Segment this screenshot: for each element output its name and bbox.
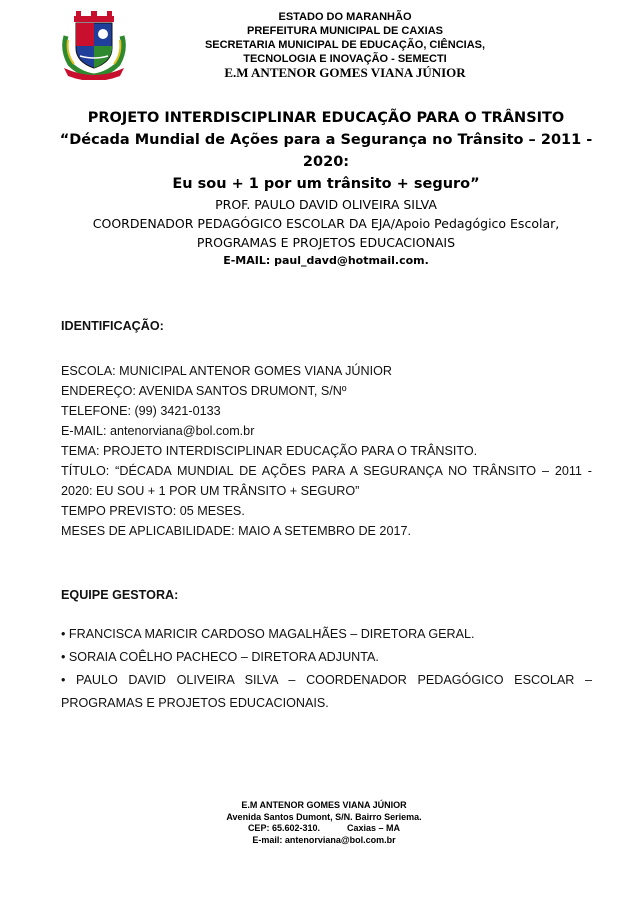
identification-line: TELEFONE: (99) 3421-0133: [61, 404, 221, 418]
team-member: • PAULO DAVID OLIVEIRA SILVA – COORDENADOR PEDAGÓGICO ESCOLAR –: [61, 673, 592, 687]
project-title-block: [40, 107, 612, 270]
footer-email: E-mail: antenorviana@bol.com.br: [252, 834, 396, 845]
team-member: • SORAIA COÊLHO PACHECO – DIRETORA ADJUNTA.: [61, 650, 379, 664]
team-member: • FRANCISCA MARICIR CARDOSO MAGALHÃES – DIRETORA GERAL.: [61, 627, 475, 641]
identification-line: 2020: EU SOU + 1 POR UM TRÂNSITO + SEGURO”: [61, 484, 360, 498]
identification-line: ENDEREÇO: AVENIDA SANTOS DRUMONT, S/Nº: [61, 384, 347, 398]
professor-role-line-2: PROGRAMAS E PROJETOS EDUCACIONAIS: [196, 235, 456, 250]
project-subtitle-line-2: Eu sou + 1 por um trânsito + seguro”: [172, 176, 480, 192]
footer-city: Caxias – MA: [347, 823, 401, 833]
school-name: E.M ANTENOR GOMES VIANA JÚNIOR: [224, 65, 466, 80]
secretariat-line-1: SECRETARIA MUNICIPAL DE EDUCAÇÃO, CIÊNCIAS,: [204, 39, 486, 51]
identification-heading: IDENTIFICAÇÃO:: [61, 319, 164, 333]
footer-street: Avenida Santos Dumont, S/N. Bairro Seriema.: [226, 811, 422, 822]
identification-line: MESES DE APLICABILIDADE: MAIO A SETEMBRO DE 2017.: [61, 524, 411, 538]
team-section: [61, 585, 592, 605]
identification-section: [61, 316, 592, 336]
identification-line: TÍTULO: “DÉCADA MUNDIAL DE AÇÕES PARA A SEGURANÇA NO TRÂNSITO – 2011 -: [61, 464, 592, 478]
identification-line: TEMPO PREVISTO: 05 MESES.: [61, 504, 245, 518]
team-list: [61, 623, 592, 715]
identification-line: E-MAIL: antenorviana@bol.com.br: [61, 424, 255, 438]
team-heading: EQUIPE GESTORA:: [61, 588, 179, 602]
professor-email: E-MAIL: paul_davd@hotmail.com.: [223, 254, 429, 267]
municipal-crest-logo: [60, 10, 128, 80]
professor-role-line-1: COORDENADOR PEDAGÓGICO ESCOLAR DA EJA/Apoio Pedagógico Escolar,: [92, 216, 560, 231]
footer-cep-city: [190, 823, 458, 835]
professor-name: PROF. PAULO DAVID OLIVEIRA SILVA: [215, 197, 437, 212]
identification-line: ESCOLA: MUNICIPAL ANTENOR GOMES VIANA JÚNIOR: [61, 364, 392, 378]
footer-address: [190, 800, 458, 846]
project-title: PROJETO INTERDISCIPLINAR EDUCAÇÃO PARA O TRÂNSITO: [87, 110, 565, 126]
secretariat-line-2: TECNOLOGIA E INOVAÇÃO - SEMECTI: [243, 53, 447, 65]
footer-school: E.M ANTENOR GOMES VIANA JÚNIOR: [241, 800, 407, 810]
identification-line: TEMA: PROJETO INTERDISCIPLINAR EDUCAÇÃO PARA O TRÂNSITO.: [61, 444, 478, 458]
identification-list: [61, 361, 592, 541]
project-subtitle-line-1: “Década Mundial de Ações para a Segurança no Trânsito – 2011 - 2020:: [59, 132, 593, 170]
prefecture-name: PREFEITURA MUNICIPAL DE CAXIAS: [247, 25, 443, 37]
letterhead: [130, 10, 560, 80]
state-name: ESTADO DO MARANHÃO: [278, 11, 412, 23]
team-member-continuation: PROGRAMAS E PROJETOS EDUCACIONAIS.: [61, 696, 329, 710]
footer-cep: CEP: 65.602-310.: [247, 823, 320, 833]
